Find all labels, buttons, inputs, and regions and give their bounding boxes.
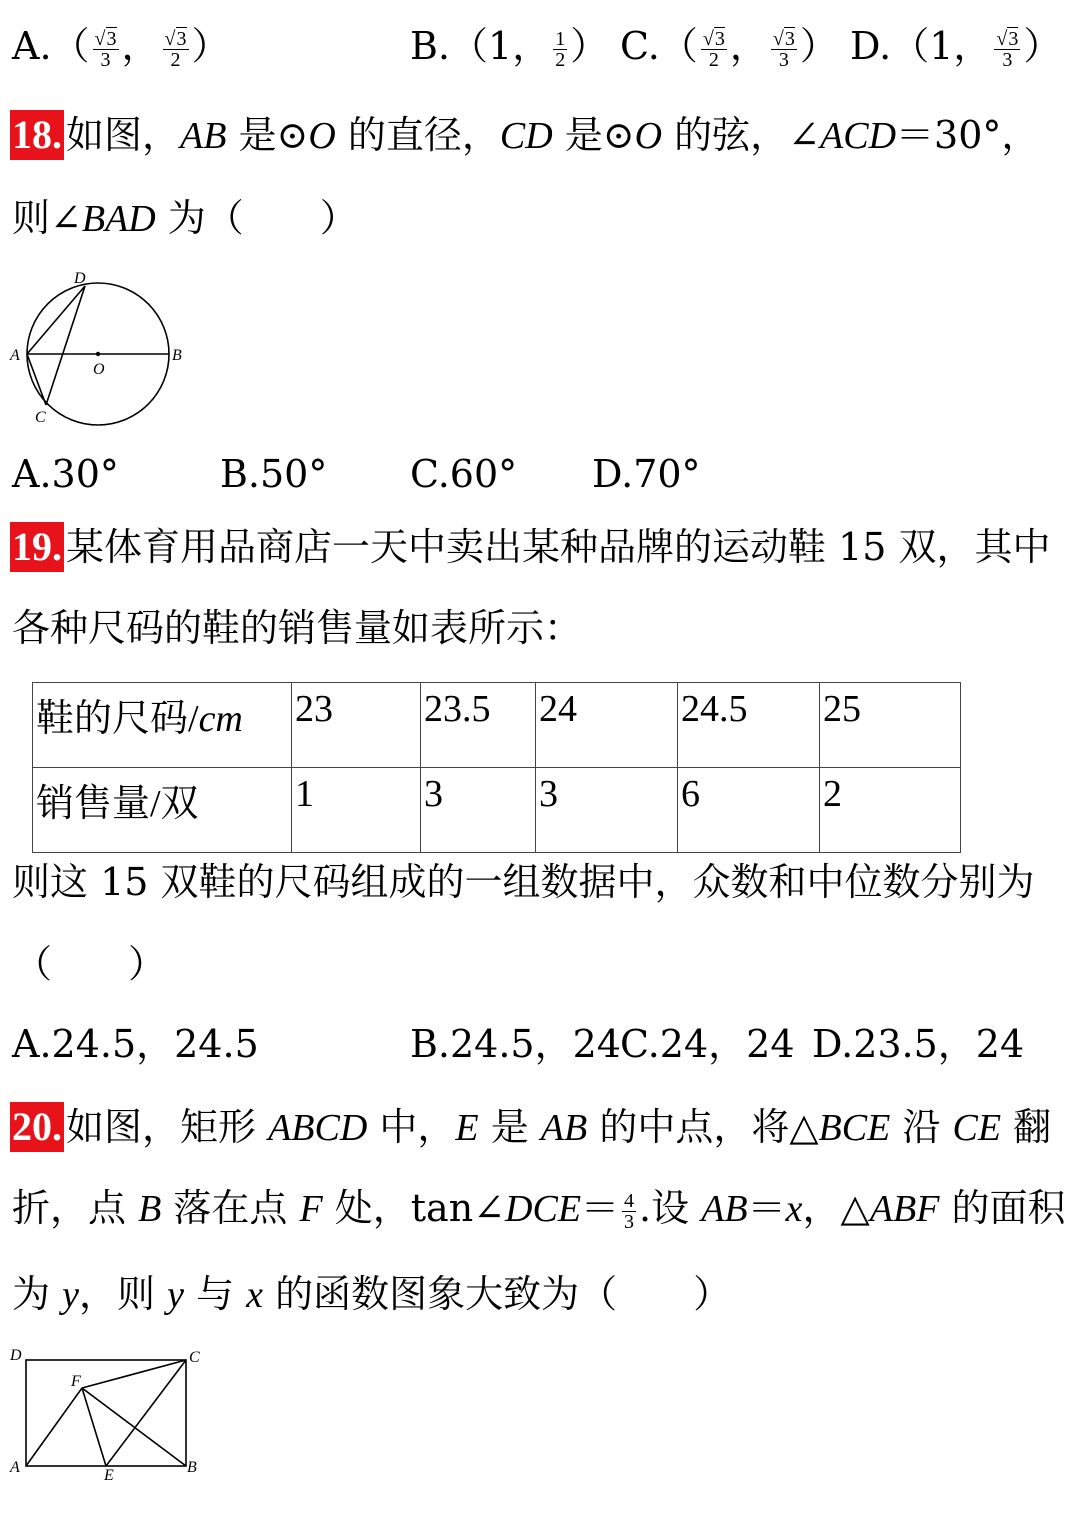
question-number-badge: 20. [10, 1102, 64, 1152]
q19-stem-line2: 各种尺码的鞋的销售量如表所示： [12, 606, 583, 650]
q17-option-c: C.（ $\frac{√3}{2}$ ， $\frac{√3}{3}$ ） [620, 24, 838, 71]
label-c: C [35, 409, 46, 426]
label-c: C [189, 1349, 200, 1366]
fraction: $\frac{√3}{2}$ [702, 28, 725, 71]
label-a: A [10, 347, 20, 364]
table-cell: 3 [536, 768, 678, 853]
q19-stem-line4: （ ） [14, 942, 167, 986]
label-b: B [172, 347, 182, 364]
fraction: $\frac{1}{2}$ [555, 28, 566, 71]
q17-option-a: A.（ $\frac{√3}{3}$ ， $\frac{√3}{2}$ ） [12, 24, 230, 71]
table-cell: 24.5 [678, 683, 820, 768]
label-f: F [71, 1373, 81, 1390]
q18-circle-figure [0, 262, 200, 432]
label-b: B [187, 1459, 197, 1476]
q18-option-c: C.60° [410, 452, 518, 496]
fraction: $\frac{√3}{3}$ [772, 28, 795, 71]
q20-stem-line3: 为 y，则 y 与 x 的函数图象大致为（ ） [12, 1272, 732, 1316]
label-d: D [10, 1347, 22, 1364]
fraction: $\frac{√3}{3}$ [996, 28, 1019, 71]
q19-stem-line3: 则这 15 双鞋的尺码组成的一组数据中，众数和中位数分别为 [12, 860, 1035, 904]
table-cell: 23.5 [421, 683, 536, 768]
q19-stem-line1: 19. 某体育用品商店一天中卖出某种品牌的运动鞋 15 双，其中 [10, 522, 1051, 572]
table-row [33, 768, 961, 853]
q20-stem-line2: 折，点 B 落在点 F 处，tan∠DCE＝ $\frac{4}{3}$ .设 AB＝x，△ABF 的面积 [12, 1186, 1066, 1233]
q20-stem-line1: 20. 如图，矩形 ABCD 中，E 是 AB 的中点，将△BCE 沿 CE 翻 [10, 1102, 1051, 1152]
q18-option-b: B.50° [220, 452, 328, 496]
label-o: O [93, 361, 105, 378]
table-header-cell: 鞋的尺码/cm [33, 683, 292, 768]
q17-options [12, 24, 230, 70]
table-cell: 6 [678, 768, 820, 853]
q18-stem-line2: 则∠BAD 为（ ） [12, 196, 358, 240]
fraction: $\frac{√3}{2}$ [164, 28, 187, 71]
q18-stem-line1: 18. 如图，AB 是⊙O 的直径，CD 是⊙O 的弦，∠ACD＝30°， [10, 110, 1039, 160]
table-cell: 3 [421, 768, 536, 853]
q19-option-a: A.24.5，24.5 [12, 1022, 259, 1066]
q18-option-a: A.30° [12, 452, 119, 496]
label-e: E [104, 1467, 114, 1484]
q17-option-b: B.（1， $\frac{1}{2}$ ） [410, 24, 609, 71]
table-cell: 1 [292, 768, 421, 853]
table-cell: 23 [292, 683, 421, 768]
q19-option-c: C.24，24 [620, 1022, 795, 1066]
table-cell: 2 [820, 768, 961, 853]
q19-option-b: B.24.5，24 [410, 1022, 621, 1066]
question-number-badge: 19. [10, 522, 64, 572]
table-header-cell: 销售量/双 [33, 768, 292, 853]
q17-option-d: D.（1， $\frac{√3}{3}$ ） [850, 24, 1062, 71]
table-row [33, 683, 961, 768]
shoe-size-table [32, 682, 961, 853]
table-cell: 25 [820, 683, 961, 768]
table-cell: 24 [536, 683, 678, 768]
fraction: $\frac{√3}{3}$ [94, 28, 117, 71]
q20-rectangle-figure [0, 1340, 220, 1490]
fraction: $\frac{4}{3}$ [624, 1190, 635, 1233]
q18-option-d: D.70° [592, 452, 701, 496]
question-number-badge: 18. [10, 110, 64, 160]
label-a: A [10, 1459, 20, 1476]
q19-option-d: D.23.5，24 [812, 1022, 1025, 1066]
label-d: D [74, 270, 86, 287]
